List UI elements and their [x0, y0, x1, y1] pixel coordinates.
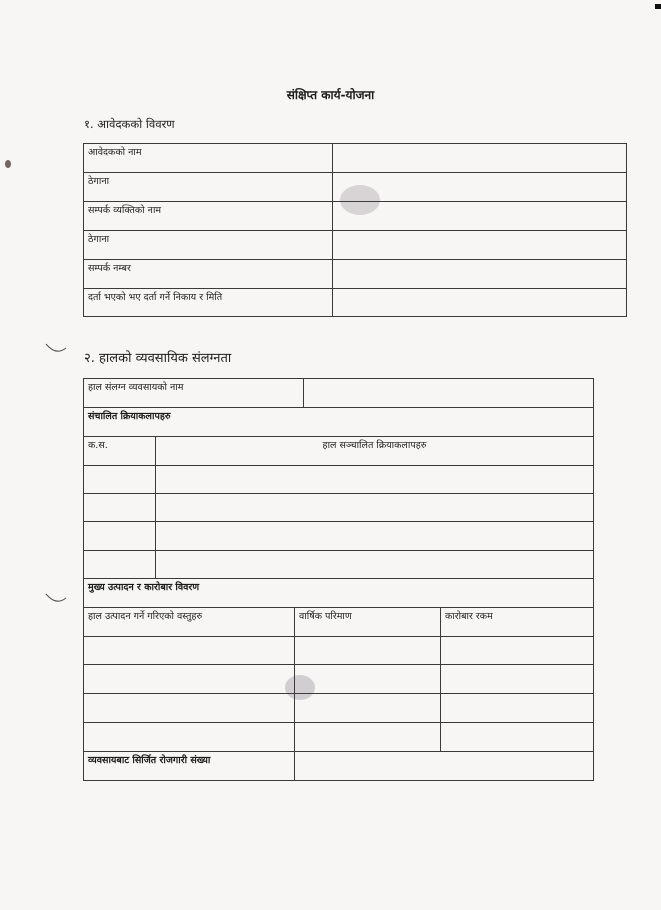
section-2-heading: २. हालको व्यवसायिक संलग्नता [84, 351, 232, 366]
product-amount-cell[interactable] [440, 664, 594, 694]
activity-serial-cell[interactable] [83, 465, 156, 494]
contact-number-label: सम्पर्क नम्बर [83, 259, 333, 289]
products-col-items: हाल उत्पादन गर्ने गरिएको वस्तुहरु [83, 607, 295, 637]
ink-smudge [5, 160, 11, 168]
product-item-cell[interactable] [83, 636, 295, 665]
contact-number-field[interactable] [332, 259, 627, 289]
applicant-name-label: आवेदकको नाम [83, 143, 333, 173]
product-item-cell[interactable] [83, 664, 295, 694]
contact-address-label: ठेगाना [83, 230, 333, 260]
product-item-cell[interactable] [83, 693, 295, 723]
products-title: मुख्य उत्पादन र कारोबार विवरण [83, 578, 594, 608]
contact-address-field[interactable] [332, 230, 627, 260]
contact-person-label: सम्पर्क व्यक्तिको नाम [83, 201, 333, 231]
activity-header: हाल सञ्चालित क्रियाकलापहरु [155, 436, 594, 466]
ink-smudge [285, 675, 315, 700]
activity-cell[interactable] [155, 493, 594, 522]
section-1-heading: १. आवेदकको विवरण [84, 117, 175, 131]
registration-field[interactable] [332, 288, 627, 317]
activity-serial-cell[interactable] [83, 493, 156, 522]
serial-header: क.स. [83, 436, 156, 466]
activity-cell[interactable] [155, 550, 594, 579]
applicant-name-field[interactable] [332, 143, 627, 173]
employment-label: व्यवसायबाट सिर्जित रोजगारी संख्या [83, 751, 295, 781]
employment-field[interactable] [294, 751, 594, 781]
product-quantity-cell[interactable] [294, 636, 441, 665]
product-quantity-cell[interactable] [294, 693, 441, 723]
products-col-amount: कारोबार रकम [440, 607, 594, 637]
product-amount-cell[interactable] [440, 722, 594, 752]
current-business-label: हाल संलग्न व्यवसायको नाम [83, 378, 304, 408]
ink-smudge [655, 4, 661, 9]
product-amount-cell[interactable] [440, 693, 594, 723]
registration-label: दर्ता भएको भए दर्ता गर्ने निकाय र मिति [83, 288, 333, 317]
products-col-quantity: वार्षिक परिमाण [294, 607, 441, 637]
address-label: ठेगाना [83, 172, 333, 202]
activity-cell[interactable] [155, 465, 594, 494]
product-amount-cell[interactable] [440, 636, 594, 665]
product-quantity-cell[interactable] [294, 722, 441, 752]
punch-hole-mark [44, 340, 68, 356]
current-business-field[interactable] [303, 378, 594, 408]
activity-cell[interactable] [155, 521, 594, 551]
ink-smudge [340, 185, 380, 215]
punch-hole-mark [44, 590, 68, 606]
page-title: संक्षिप्त कार्य-योजना [286, 88, 375, 102]
activities-title: संचालित क्रियाकलापहरु [83, 407, 594, 437]
product-item-cell[interactable] [83, 722, 295, 752]
activity-serial-cell[interactable] [83, 521, 156, 551]
activity-serial-cell[interactable] [83, 550, 156, 579]
product-quantity-cell[interactable] [294, 664, 441, 694]
